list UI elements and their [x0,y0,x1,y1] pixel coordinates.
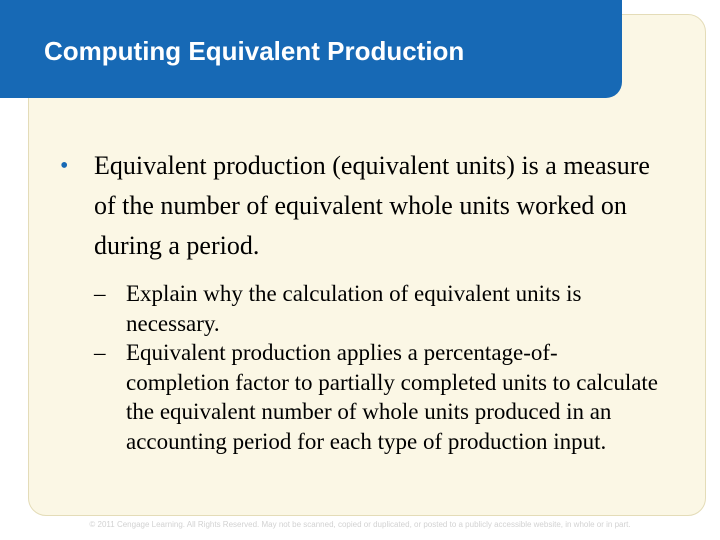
bullet-list [60,146,660,456]
sub-bullet-text: Explain why the calculation of equivalent units is necessary. [126,281,582,336]
dash-marker: – [94,340,106,365]
bullet-marker: • [60,153,69,179]
sub-bullet-text: Equivalent production applies a percentage-of-completion factor to partially completed units to calculate the equivalent number of whole units produced in an accounting period for each type of production input. [126,340,659,454]
dash-marker: – [94,281,106,306]
sub-bullet [60,279,660,338]
copyright-notice: © 2011 Cengage Learning. All Rights Reserved. May not be scanned, copied or duplicated, or posted to a publicly accessible website, in whole or in part. [89,520,631,529]
main-bullet-text: Equivalent production (equivalent units) is a measure of the number of equivalent whole units worked on during a period. [94,151,650,260]
sub-bullet [60,338,660,456]
sub-bullet-list [60,279,660,456]
main-bullet [60,146,660,266]
slide-title: Computing Equivalent Production [44,36,465,66]
